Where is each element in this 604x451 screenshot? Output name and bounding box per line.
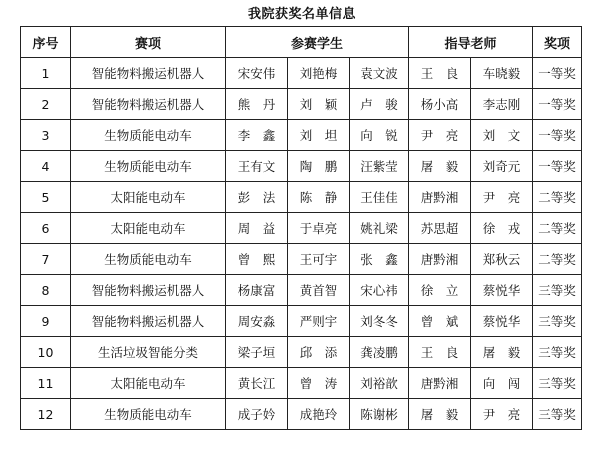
student-name: 袁文波 xyxy=(350,58,409,89)
student-name: 成子妗 xyxy=(226,399,288,430)
teacher-name: 屠 毅 xyxy=(409,399,471,430)
student-name: 梁子垣 xyxy=(226,337,288,368)
student-name: 曾 熙 xyxy=(226,244,288,275)
teacher-name: 李志刚 xyxy=(471,89,533,120)
student-name: 陶 鹏 xyxy=(288,151,350,182)
student-name: 严则宇 xyxy=(288,306,350,337)
award-level: 二等奖 xyxy=(533,182,582,213)
student-name: 周安淼 xyxy=(226,306,288,337)
student-name: 刘艳梅 xyxy=(288,58,350,89)
teacher-name: 郑秋云 xyxy=(471,244,533,275)
event-name: 生活垃圾智能分类 xyxy=(71,337,226,368)
table-body xyxy=(21,58,582,430)
teacher-name: 尹 亮 xyxy=(471,399,533,430)
teacher-name: 屠 毅 xyxy=(471,337,533,368)
teacher-name: 刘奇元 xyxy=(471,151,533,182)
table-row xyxy=(21,89,582,120)
teacher-name: 唐黔湘 xyxy=(409,244,471,275)
student-name: 姚礼梁 xyxy=(350,213,409,244)
student-name: 于卓亮 xyxy=(288,213,350,244)
table-row xyxy=(21,244,582,275)
student-name: 王佳佳 xyxy=(350,182,409,213)
teacher-name: 徐 立 xyxy=(409,275,471,306)
award-level: 一等奖 xyxy=(533,89,582,120)
teacher-name: 刘 文 xyxy=(471,120,533,151)
teacher-name: 曾 斌 xyxy=(409,306,471,337)
student-name: 刘 颖 xyxy=(288,89,350,120)
event-name: 智能物料搬运机器人 xyxy=(71,306,226,337)
event-name: 智能物料搬运机器人 xyxy=(71,58,226,89)
row-number: 6 xyxy=(21,213,71,244)
student-name: 宋安伟 xyxy=(226,58,288,89)
row-number: 1 xyxy=(21,58,71,89)
student-name: 张 鑫 xyxy=(350,244,409,275)
table-row xyxy=(21,337,582,368)
student-name: 向 锐 xyxy=(350,120,409,151)
table-row xyxy=(21,120,582,151)
award-level: 三等奖 xyxy=(533,275,582,306)
page-title: 我院获奖名单信息 xyxy=(247,7,356,22)
student-name: 刘裕歆 xyxy=(350,368,409,399)
row-number: 7 xyxy=(21,244,71,275)
row-number: 10 xyxy=(21,337,71,368)
table-row xyxy=(21,58,582,89)
student-name: 邱 添 xyxy=(288,337,350,368)
student-name: 周 益 xyxy=(226,213,288,244)
row-number: 9 xyxy=(21,306,71,337)
student-name: 龚凌鹏 xyxy=(350,337,409,368)
row-number: 5 xyxy=(21,182,71,213)
award-level: 三等奖 xyxy=(533,337,582,368)
table-row xyxy=(21,275,582,306)
award-level: 三等奖 xyxy=(533,399,582,430)
student-name: 宋心祎 xyxy=(350,275,409,306)
student-name: 陈 静 xyxy=(288,182,350,213)
event-name: 太阳能电动车 xyxy=(71,182,226,213)
teacher-name: 杨小高 xyxy=(409,89,471,120)
row-number: 2 xyxy=(21,89,71,120)
awards-table xyxy=(20,26,582,430)
teacher-name: 苏思超 xyxy=(409,213,471,244)
student-name: 曾 涛 xyxy=(288,368,350,399)
teacher-name: 王 良 xyxy=(409,337,471,368)
student-name: 刘冬冬 xyxy=(350,306,409,337)
student-name: 杨康富 xyxy=(226,275,288,306)
student-name: 王可宇 xyxy=(288,244,350,275)
table-row xyxy=(21,399,582,430)
row-number: 11 xyxy=(21,368,71,399)
teacher-name: 车晓毅 xyxy=(471,58,533,89)
header-event: 赛项 xyxy=(71,27,226,58)
student-name: 刘 坦 xyxy=(288,120,350,151)
header-no: 序号 xyxy=(21,27,71,58)
event-name: 生物质能电动车 xyxy=(71,120,226,151)
table-row xyxy=(21,213,582,244)
table-row xyxy=(21,151,582,182)
header-teachers: 指导老师 xyxy=(409,27,533,58)
table-row xyxy=(21,182,582,213)
row-number: 12 xyxy=(21,399,71,430)
row-number: 8 xyxy=(21,275,71,306)
student-name: 卢 骏 xyxy=(350,89,409,120)
student-name: 彭 法 xyxy=(226,182,288,213)
teacher-name: 蔡悦华 xyxy=(471,275,533,306)
event-name: 太阳能电动车 xyxy=(71,368,226,399)
teacher-name: 蔡悦华 xyxy=(471,306,533,337)
student-name: 成艳玲 xyxy=(288,399,350,430)
teacher-name: 尹 亮 xyxy=(471,182,533,213)
student-name: 黄长江 xyxy=(226,368,288,399)
award-level: 一等奖 xyxy=(533,120,582,151)
event-name: 智能物料搬运机器人 xyxy=(71,89,226,120)
event-name: 生物质能电动车 xyxy=(71,244,226,275)
student-name: 熊 丹 xyxy=(226,89,288,120)
teacher-name: 向 闯 xyxy=(471,368,533,399)
teacher-name: 徐 戎 xyxy=(471,213,533,244)
header-students: 参赛学生 xyxy=(226,27,409,58)
row-number: 4 xyxy=(21,151,71,182)
student-name: 黄首智 xyxy=(288,275,350,306)
student-name: 王有文 xyxy=(226,151,288,182)
award-level: 三等奖 xyxy=(533,368,582,399)
award-level: 一等奖 xyxy=(533,151,582,182)
header-award: 奖项 xyxy=(533,27,582,58)
award-level: 三等奖 xyxy=(533,306,582,337)
teacher-name: 唐黔湘 xyxy=(409,368,471,399)
student-name: 汪紫莹 xyxy=(350,151,409,182)
award-level: 二等奖 xyxy=(533,244,582,275)
teacher-name: 唐黔湘 xyxy=(409,182,471,213)
table-row xyxy=(21,306,582,337)
teacher-name: 尹 亮 xyxy=(409,120,471,151)
teacher-name: 屠 毅 xyxy=(409,151,471,182)
event-name: 生物质能电动车 xyxy=(71,399,226,430)
event-name: 太阳能电动车 xyxy=(71,213,226,244)
header-row xyxy=(21,27,582,58)
event-name: 生物质能电动车 xyxy=(71,151,226,182)
student-name: 陈谢彬 xyxy=(350,399,409,430)
table-row xyxy=(21,368,582,399)
student-name: 李 鑫 xyxy=(226,120,288,151)
award-level: 一等奖 xyxy=(533,58,582,89)
event-name: 智能物料搬运机器人 xyxy=(71,275,226,306)
award-level: 二等奖 xyxy=(533,213,582,244)
row-number: 3 xyxy=(21,120,71,151)
teacher-name: 王 良 xyxy=(409,58,471,89)
